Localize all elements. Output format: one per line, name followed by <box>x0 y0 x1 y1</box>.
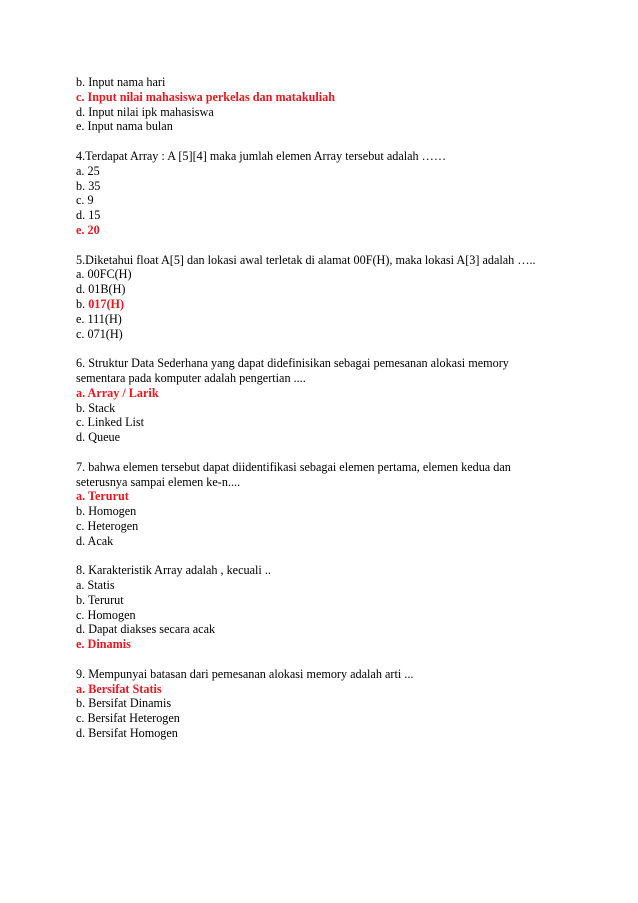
option-letter: e. <box>76 311 88 326</box>
option-letter: d. <box>76 430 89 445</box>
answer-option <box>76 593 556 608</box>
answer-option <box>76 193 556 208</box>
option-letter: b. <box>76 296 89 311</box>
option-letter: d. <box>76 104 89 119</box>
option-text: Acak <box>87 533 114 548</box>
question-block <box>76 75 556 134</box>
question-block <box>76 460 556 549</box>
option-text: Stack <box>88 400 116 415</box>
answer-option <box>76 119 556 134</box>
option-letter: c. <box>76 518 88 533</box>
answer-option <box>76 208 556 223</box>
option-text: 071(H) <box>87 326 123 341</box>
option-letter: d. <box>76 726 89 741</box>
option-letter: d. <box>76 533 88 548</box>
answer-option <box>76 312 556 327</box>
paragraph-gap <box>76 341 556 356</box>
answer-option <box>76 327 556 342</box>
option-letter: d. <box>76 622 89 637</box>
option-letter: c. <box>76 415 88 430</box>
option-letter: c. <box>76 711 88 726</box>
question-block <box>76 356 556 445</box>
option-letter: b. <box>76 178 89 193</box>
answer-option <box>76 282 556 297</box>
answer-option <box>76 164 556 179</box>
option-text: Input nilai mahasiswa perkelas dan matakuliah <box>87 89 336 104</box>
question-block <box>76 667 556 741</box>
question-block <box>76 563 556 652</box>
question-text: 4.Terdapat Array : A [5][4] maka jumlah elemen Array tersebut adalah …… <box>76 148 447 163</box>
option-letter: c. <box>76 89 88 104</box>
option-text: Input nilai ipk mahasiswa <box>88 104 214 119</box>
option-text: Input nama bulan <box>87 119 173 134</box>
answer-option <box>76 105 556 120</box>
answer-option-correct <box>76 682 556 697</box>
answer-option <box>76 267 556 282</box>
answer-option-correct <box>76 489 556 504</box>
option-letter: e. <box>76 119 88 134</box>
option-text: 01B(H) <box>88 282 126 297</box>
paragraph-gap <box>76 445 556 460</box>
option-text: Dinamis <box>87 637 131 652</box>
answer-option <box>76 75 556 90</box>
option-text: Bersifat Statis <box>88 681 162 696</box>
option-text: Bersifat Heterogen <box>87 711 180 726</box>
option-letter: b. <box>76 592 88 607</box>
option-letter: b. <box>76 696 89 711</box>
option-text: 017(H) <box>88 296 125 311</box>
document-page <box>76 75 556 741</box>
paragraph-gap <box>76 549 556 564</box>
option-text: Linked List <box>87 415 145 430</box>
answer-option <box>76 415 556 430</box>
answer-option <box>76 534 556 549</box>
question-text: 6. Struktur Data Sederhana yang dapat didefinisikan sebagai pemesanan alokasi memory sementara pada komputer adalah pengertian .... <box>76 356 509 385</box>
option-text: 00FC(H) <box>87 267 132 282</box>
option-letter: a. <box>76 489 88 504</box>
option-text: Bersifat Dinamis <box>88 696 172 711</box>
option-letter: b. <box>76 400 89 415</box>
answer-option <box>76 608 556 623</box>
option-text: Terurut <box>87 489 129 504</box>
paragraph-gap <box>76 238 556 253</box>
option-text: Terurut <box>87 592 124 607</box>
option-text: Homogen <box>87 607 136 622</box>
option-text: Statis <box>87 578 115 593</box>
option-text: Array / Larik <box>87 385 159 400</box>
option-text: 111(H) <box>87 311 122 326</box>
answer-option-correct <box>76 637 556 652</box>
question-text: 5.Diketahui float A[5] dan lokasi awal terletak di alamat 00F(H), maka lokasi A[3] adalah ….. <box>76 252 536 267</box>
option-letter: d. <box>76 208 89 223</box>
option-text: Homogen <box>88 504 137 519</box>
answer-option-correct <box>76 90 556 105</box>
answer-option <box>76 726 556 741</box>
option-text: Bersifat Homogen <box>88 726 178 741</box>
option-letter: b. <box>76 504 89 519</box>
question-block <box>76 149 556 238</box>
question-text: 9. Mempunyai batasan dari pemesanan alokasi memory adalah arti ... <box>76 666 414 681</box>
question-block <box>76 253 556 342</box>
option-letter: c. <box>76 607 88 622</box>
answer-option <box>76 179 556 194</box>
option-letter: b. <box>76 75 89 89</box>
answer-option <box>76 401 556 416</box>
option-letter: a. <box>76 267 88 282</box>
option-text: 25 <box>87 163 100 178</box>
answer-option-correct <box>76 223 556 238</box>
option-letter: a. <box>76 385 88 400</box>
question-text: 8. Karakteristik Array adalah , kecuali .. <box>76 563 271 578</box>
option-letter: d. <box>76 282 89 297</box>
option-letter: c. <box>76 326 88 341</box>
option-text: 9 <box>87 193 94 208</box>
answer-option <box>76 578 556 593</box>
option-text: 15 <box>88 208 101 223</box>
answer-option <box>76 430 556 445</box>
option-text: Input nama hari <box>88 75 166 89</box>
question-text: 7. bahwa elemen tersebut dapat diidentifikasi sebagai elemen pertama, elemen kedua dan seterusnya sampai elemen ke-n.... <box>76 459 511 489</box>
answer-option <box>76 519 556 534</box>
option-letter: c. <box>76 193 88 208</box>
answer-option <box>76 711 556 726</box>
option-text: 35 <box>88 178 101 193</box>
option-text: Dapat diakses secara acak <box>88 622 216 637</box>
answer-option-correct <box>76 386 556 401</box>
answer-option <box>76 504 556 519</box>
option-text: Heterogen <box>87 518 139 533</box>
answer-option <box>76 622 556 637</box>
option-letter: e. <box>76 637 88 652</box>
paragraph-gap <box>76 652 556 667</box>
option-letter: a. <box>76 163 88 178</box>
option-text: Queue <box>88 430 120 445</box>
answer-option-correct <box>76 297 556 312</box>
option-letter: e. <box>76 222 88 237</box>
option-letter: a. <box>76 578 88 593</box>
option-letter: a. <box>76 681 89 696</box>
paragraph-gap <box>76 134 556 149</box>
option-text: 20 <box>87 222 100 237</box>
answer-option <box>76 696 556 711</box>
